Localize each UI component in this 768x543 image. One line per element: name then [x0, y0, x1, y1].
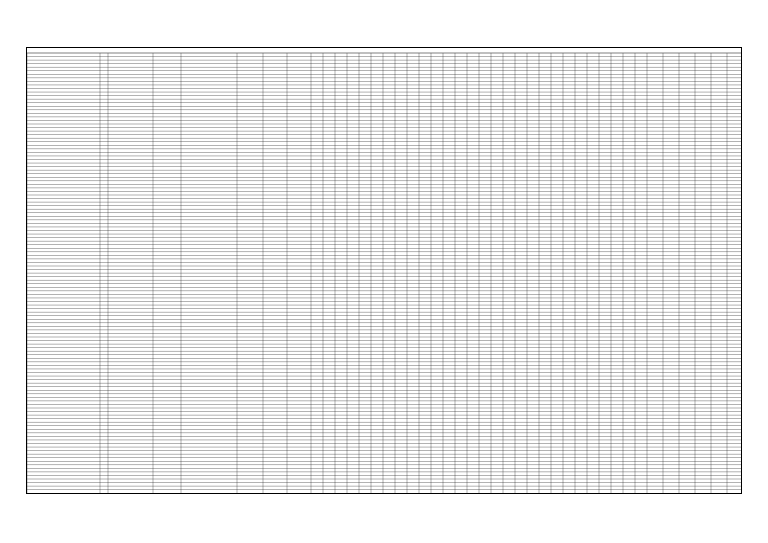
table-cells	[27, 48, 742, 494]
spreadsheet-sheet	[26, 47, 742, 494]
